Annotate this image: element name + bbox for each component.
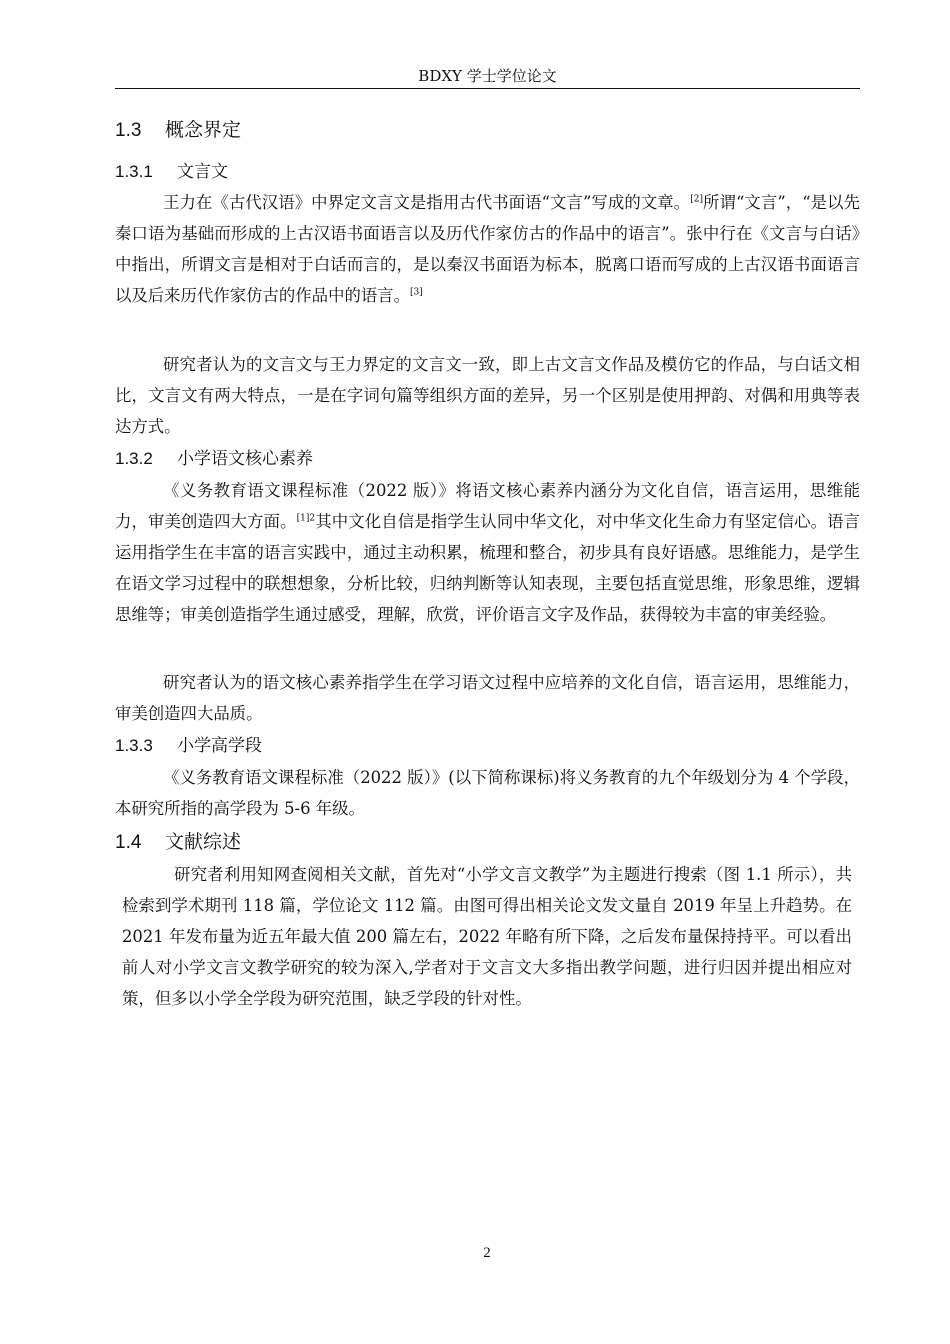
citation: [2] — [690, 194, 703, 205]
section-heading-1-3-1 — [115, 160, 228, 184]
paragraph-text: 《义务教育语文课程标准（2022 版）》(以下简称课标)将义务教育的九个年级划分为 4 个学段，本研究所指的高学段为 5-6 年级。 — [115, 768, 860, 818]
section-heading-1-3-3 — [115, 734, 262, 758]
header-title: BDXY 学士学位论文 — [418, 67, 557, 85]
section-title: 小学高学段 — [177, 736, 262, 756]
paragraph-text: 所谓“文言”，“是以先秦口语为基础而形成的上古汉语书面语言以及历代作家仿古的作品中的语言”。张中行在《文言与白话》中指出，所谓文言是相对于白话而言的，是以秦汉书面语为标本，脱离口语而写成的上古汉语书面语言以及后来历代作家仿古的作品中的语言。 — [115, 193, 860, 305]
section-number: 1.3.2 — [115, 449, 153, 468]
paragraph-text: 《义务教育语文课程标准（2022 版）》将语文核心素养内涵分为文化自信，语言运用，思维能力，审美创造四大方面。 — [115, 481, 860, 531]
page-number: 2 — [483, 1245, 491, 1261]
paragraph-text: 研究者利用知网查阅相关文献，首先对“小学文言文教学”为主题进行搜索（图 1.1 所示），共检索到学术期刊 118 篇，学位论文 112 篇。由图可得出相关论文发文量自 2019 年呈上升趋势。在 2021 年发布量为近五年最大值 200 篇左右，2022 年略有所下降，之后发布量保持持平。可以看出前人对小学文言文教学研究的较为深入,学者对于文言文大多指出教学问题，进行归因并提出相应对策，但多以小学全学段为研究范围，缺乏学段的针对性。 — [122, 865, 852, 1008]
header-rule — [115, 88, 860, 89]
paragraph-core-literacy-view — [115, 667, 860, 729]
section-number: 1.3 — [115, 120, 142, 141]
citation: [1]2 — [296, 513, 316, 524]
paragraph-core-literacy — [115, 475, 860, 630]
paragraph-literature-review — [122, 859, 852, 1014]
paragraph-text: 王力在《古代汉语》中界定文言文是指用古代书面语“文言”写成的文章。 — [163, 193, 691, 212]
section-heading-1-3 — [115, 117, 241, 144]
page-header — [115, 66, 860, 86]
section-heading-1-4 — [115, 829, 241, 856]
section-heading-1-3-2 — [115, 447, 313, 471]
section-title: 概念界定 — [165, 119, 242, 141]
paragraph-text: 研究者认为的语文核心素养指学生在学习语文过程中应培养的文化自信，语言运用，思维能力，审美创造四大品质。 — [115, 673, 860, 723]
section-number: 1.3.3 — [115, 736, 153, 755]
section-title: 文言文 — [177, 162, 228, 182]
section-number: 1.3.1 — [115, 162, 153, 181]
paragraph-text: 研究者认为的文言文与王力界定的文言文一致，即上古文言文作品及模仿它的作品，与白话文相比，文言文有两大特点，一是在字词句篇等组织方面的差异，另一个区别是使用押韵、对偶和用典等表达方式。 — [115, 355, 860, 436]
section-number: 1.4 — [115, 832, 142, 853]
paragraph-wenyanwen-view — [115, 349, 860, 442]
section-title: 文献综述 — [165, 831, 242, 853]
paragraph-upper-grades — [115, 762, 860, 824]
paragraph-text: 其中文化自信是指学生认同中华文化，对中华文化生命力有坚定信心。语言运用指学生在丰富的语言实践中，通过主动积累，梳理和整合，初步具有良好语感。思维能力，是学生在语文学习过程中的联想想象，分析比较，归纳判断等认知表现，主要包括直觉思维，形象思维，逻辑思维等；审美创造指学生通过感受，理解，欣赏，评价语言文字及作品，获得较为丰富的审美经验。 — [115, 512, 861, 624]
citation: [3] — [410, 287, 423, 298]
paragraph-wenyanwen-definition — [115, 187, 860, 311]
section-title: 小学语文核心素养 — [177, 449, 313, 469]
